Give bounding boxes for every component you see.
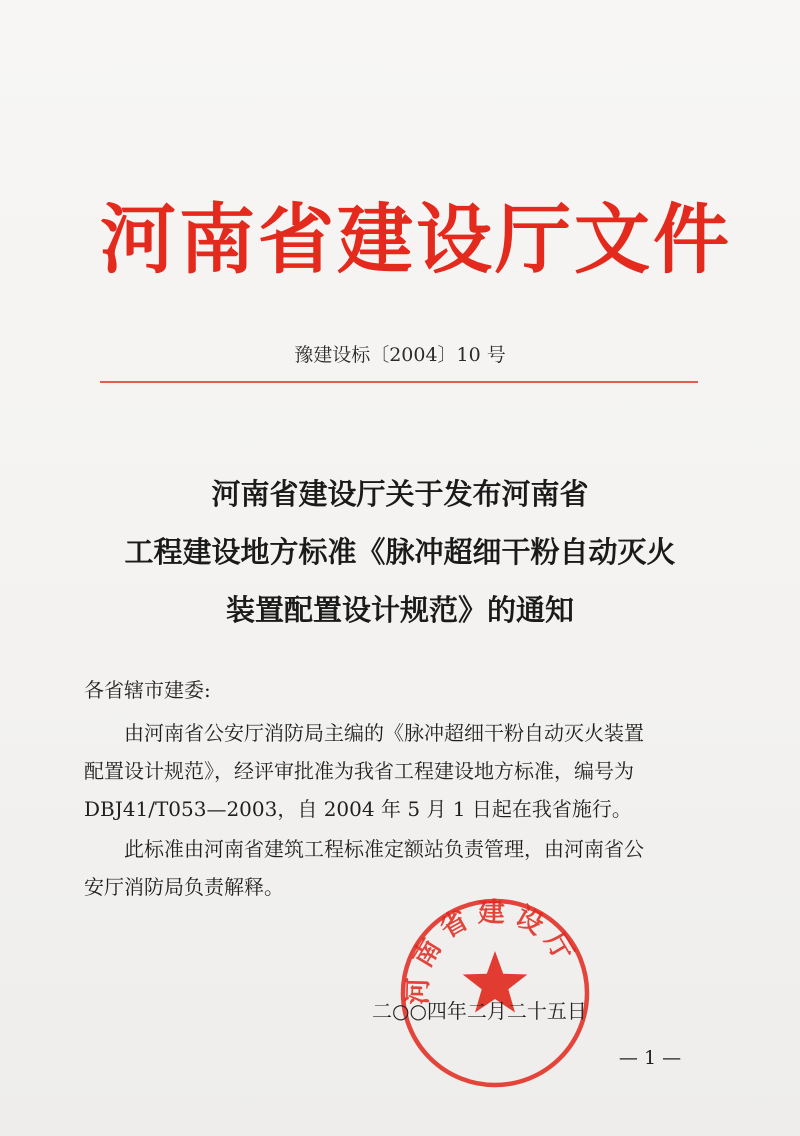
notice-title-line: 装置配置设计规范》的通知 (225, 593, 574, 627)
body-line: 配置设计规范》，经评审批准为我省工程建设地方标准，编号为 (84, 759, 634, 783)
body-paragraph-1 (84, 714, 714, 828)
body-line: 安厅消防局负责解释。 (84, 875, 284, 899)
body-line: 此标准由河南省建筑工程标准定额站负责管理，由河南省公 (124, 837, 644, 861)
notice-title-line: 工程建设地方标准《脉冲超细干粉自动灭火 (124, 535, 676, 569)
masthead-title: 河南省建设厅文件 (100, 195, 732, 284)
official-seal (395, 893, 595, 1093)
notice-title (80, 465, 720, 639)
notice-title-line: 河南省建设厅关于发布河南省 (211, 477, 589, 511)
page-number: — 1 — (618, 1047, 682, 1069)
red-divider-rule (100, 381, 698, 383)
body-line: DBJ41/T053—2003，自 2004 年 5 月 1 日起在我省施行。 (84, 797, 632, 821)
svg-text:河南省建设厅: 河南省建设厅 (402, 897, 584, 1006)
issue-date: 二○○四年二月二十五日 (372, 999, 587, 1023)
salutation: 各省辖市建委: (84, 678, 211, 702)
body-line: 由河南省公安厅消防局主编的《脉冲超细干粉自动灭火装置 (124, 721, 644, 745)
document-number: 豫建设标〔2004〕10 号 (294, 344, 506, 366)
